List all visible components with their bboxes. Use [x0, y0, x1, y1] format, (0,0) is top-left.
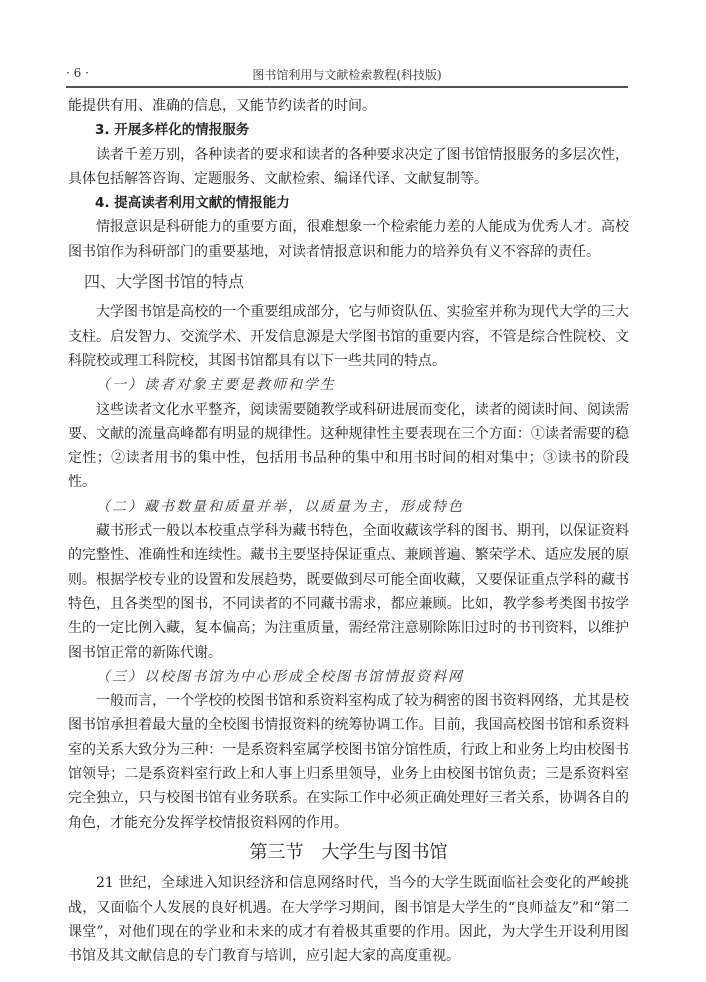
subsection-heading-1: （一）读者对象主要是教师和学生 [96, 377, 336, 394]
paragraph: 藏书形式一般以本校重点学科为藏书特色，全面收藏该学科的图书、期刊，以保证资料的完整性、准确性和连续性。藏书主要坚持保证重点、兼顾普遍、繁荣学术、适应发展的原则。根据学校专业的设置和发展趋势，既要做到尽可能全面收藏，又要保证重点学科的藏书特色，且各类型的图书，不同读者的不同藏书需求，都应兼顾。比如，教学参考类图书按学生的一定比例入藏，复本偏高；为注重质量，需经常注意剔除陈旧过时的书刊资料，以维护图书馆正常的新陈代谢。 [68, 523, 629, 661]
paragraph: 21 世纪，全球进入知识经济和信息网络时代，当今的大学生既面临社会变化的严峻挑战，又面临个人发展的良好机遇。在大学学习期间，图书馆是大学生的“良师益友”和“第二课堂”，对他们现在的学业和未来的成才有着极其重要的作用。因此，为大学生开设利用图书馆及其文献信息的专门教育与培训，应引起大家的高度重视。 [68, 875, 629, 965]
header-rule [66, 86, 628, 88]
paragraph: 大学图书馆是高校的一个重要组成部分，它与师资队伍、实验室并称为现代大学的三大支柱。启发智力、交流学术、开发信息源是大学图书馆的重要内容，不管是综合性院校、文科院校或理工科院校，其图书馆都具有以下一些共同的特点。 [68, 304, 629, 369]
subheading-4: 4. 提高读者利用文献的情报能力 [95, 195, 290, 212]
book-title: 图书馆利用与文献检索教程(科技版) [252, 68, 442, 82]
paragraph: 一般而言，一个学校的校图书馆和系资料室构成了较为稠密的图书资料网络，尤其是校图书馆承担着最大量的全校图书情报资料的统筹协调工作。目前，我国高校图书馆和系资料室的关系大致分为三种：一是系资料室属学校图书馆分馆性质，行政上和业务上均由校图书馆领导；二是系资料室行政上和人事上归系里领导，业务上由校图书馆负责；三是系资料室完全独立，只与校图书馆有业务联系。在实际工作中必须正确处理好三者关系，协调各自的角色，才能充分发挥学校情报资料网的作用。 [68, 693, 629, 831]
paragraph: 这些读者文化水平整齐，阅读需要随教学或科研进展而变化，读者的阅读时间、阅读需要、文献的流量高峰都有明显的规律性。这种规律性主要表现在三个方面：①读者需要的稳定性；②读者用书的集中性，包括用书品种的集中和用书时间的相对集中；③读书的阶段性。 [68, 401, 629, 491]
subheading-3: 3. 开展多样化的情报服务 [95, 122, 250, 139]
page-number: · 6 · [66, 66, 89, 80]
subsection-heading-2: （二）藏书数量和质量并举，以质量为主，形成特色 [96, 498, 464, 515]
page-content [68, 94, 629, 968]
section-heading: 四、大学图书馆的特点 [84, 272, 245, 292]
chapter-section-title: 第三节 大学生与图书馆 [249, 841, 448, 863]
paragraph: 情报意识是科研能力的重要方面，很难想象一个检索能力差的人能成为优秀人才。高校图书馆作为科研部门的重要基地，对读者情报意识和能力的培养负有义不容辞的责任。 [68, 219, 629, 260]
running-header [66, 66, 628, 86]
subsection-heading-3: （三）以校图书馆为中心形成全校图书馆情报资料网 [96, 668, 464, 685]
paragraph: 读者千差万别，各种读者的要求和读者的各种要求决定了图书馆情报服务的多层次性，具体包括解答咨询、定题服务、文献检索、编译代译、文献复制等。 [68, 146, 629, 187]
paragraph-continuation: 能提供有用、准确的信息，又能节约读者的时间。 [68, 98, 376, 114]
